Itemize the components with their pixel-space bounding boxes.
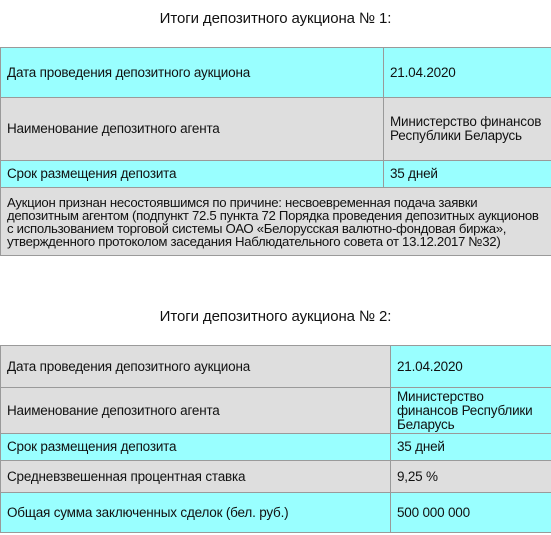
row-label: Наименование депозитного агента (1, 388, 391, 434)
row-label: Срок размещения депозита (1, 434, 391, 461)
row-value: Министерство финансов Республики Беларусь (384, 98, 551, 161)
table-row (1, 161, 551, 188)
auction-2-title: Итоги депозитного аукциона № 2: (159, 308, 392, 325)
auction-1-note: Аукцион признан несостоявшимся по причине: несвоевременная подача заявки депозитным агентом (подпункт 72.5 пункта 72 Порядка проведения депозитных аукционов с использованием торговой системы ОАО «Белорусская валютно-фондовая биржа», утвержденного протоколом заседания Наблюдательного совета от 13.12.2017 №32) (1, 188, 551, 256)
row-value: 21.04.2020 (384, 48, 551, 98)
table-row (1, 388, 551, 434)
row-value: 9,25 % (391, 461, 551, 493)
row-label: Средневзвешенная процентная ставка (1, 461, 391, 493)
auction-1-title: Итоги депозитного аукциона № 1: (159, 10, 392, 27)
row-value: Министерство финансов Республики Беларусь (391, 388, 551, 434)
table-row (1, 461, 551, 493)
row-label: Срок размещения депозита (1, 161, 384, 188)
row-label: Наименование депозитного агента (1, 98, 384, 161)
row-label: Дата проведения депозитного аукциона (1, 48, 384, 98)
auction-1-table (0, 47, 551, 256)
row-label: Общая сумма заключенных сделок (бел. руб.) (1, 493, 391, 533)
table-row (1, 346, 551, 388)
table-row (1, 493, 551, 533)
auction-2-table (0, 345, 551, 533)
row-value: 21.04.2020 (391, 346, 551, 388)
table-row (1, 434, 551, 461)
table-row (1, 48, 551, 98)
table-row (1, 98, 551, 161)
row-value: 35 дней (384, 161, 551, 188)
row-label: Дата проведения депозитного аукциона (1, 346, 391, 388)
row-value: 35 дней (391, 434, 551, 461)
table-row (1, 188, 551, 256)
row-value: 500 000 000 (391, 493, 551, 533)
